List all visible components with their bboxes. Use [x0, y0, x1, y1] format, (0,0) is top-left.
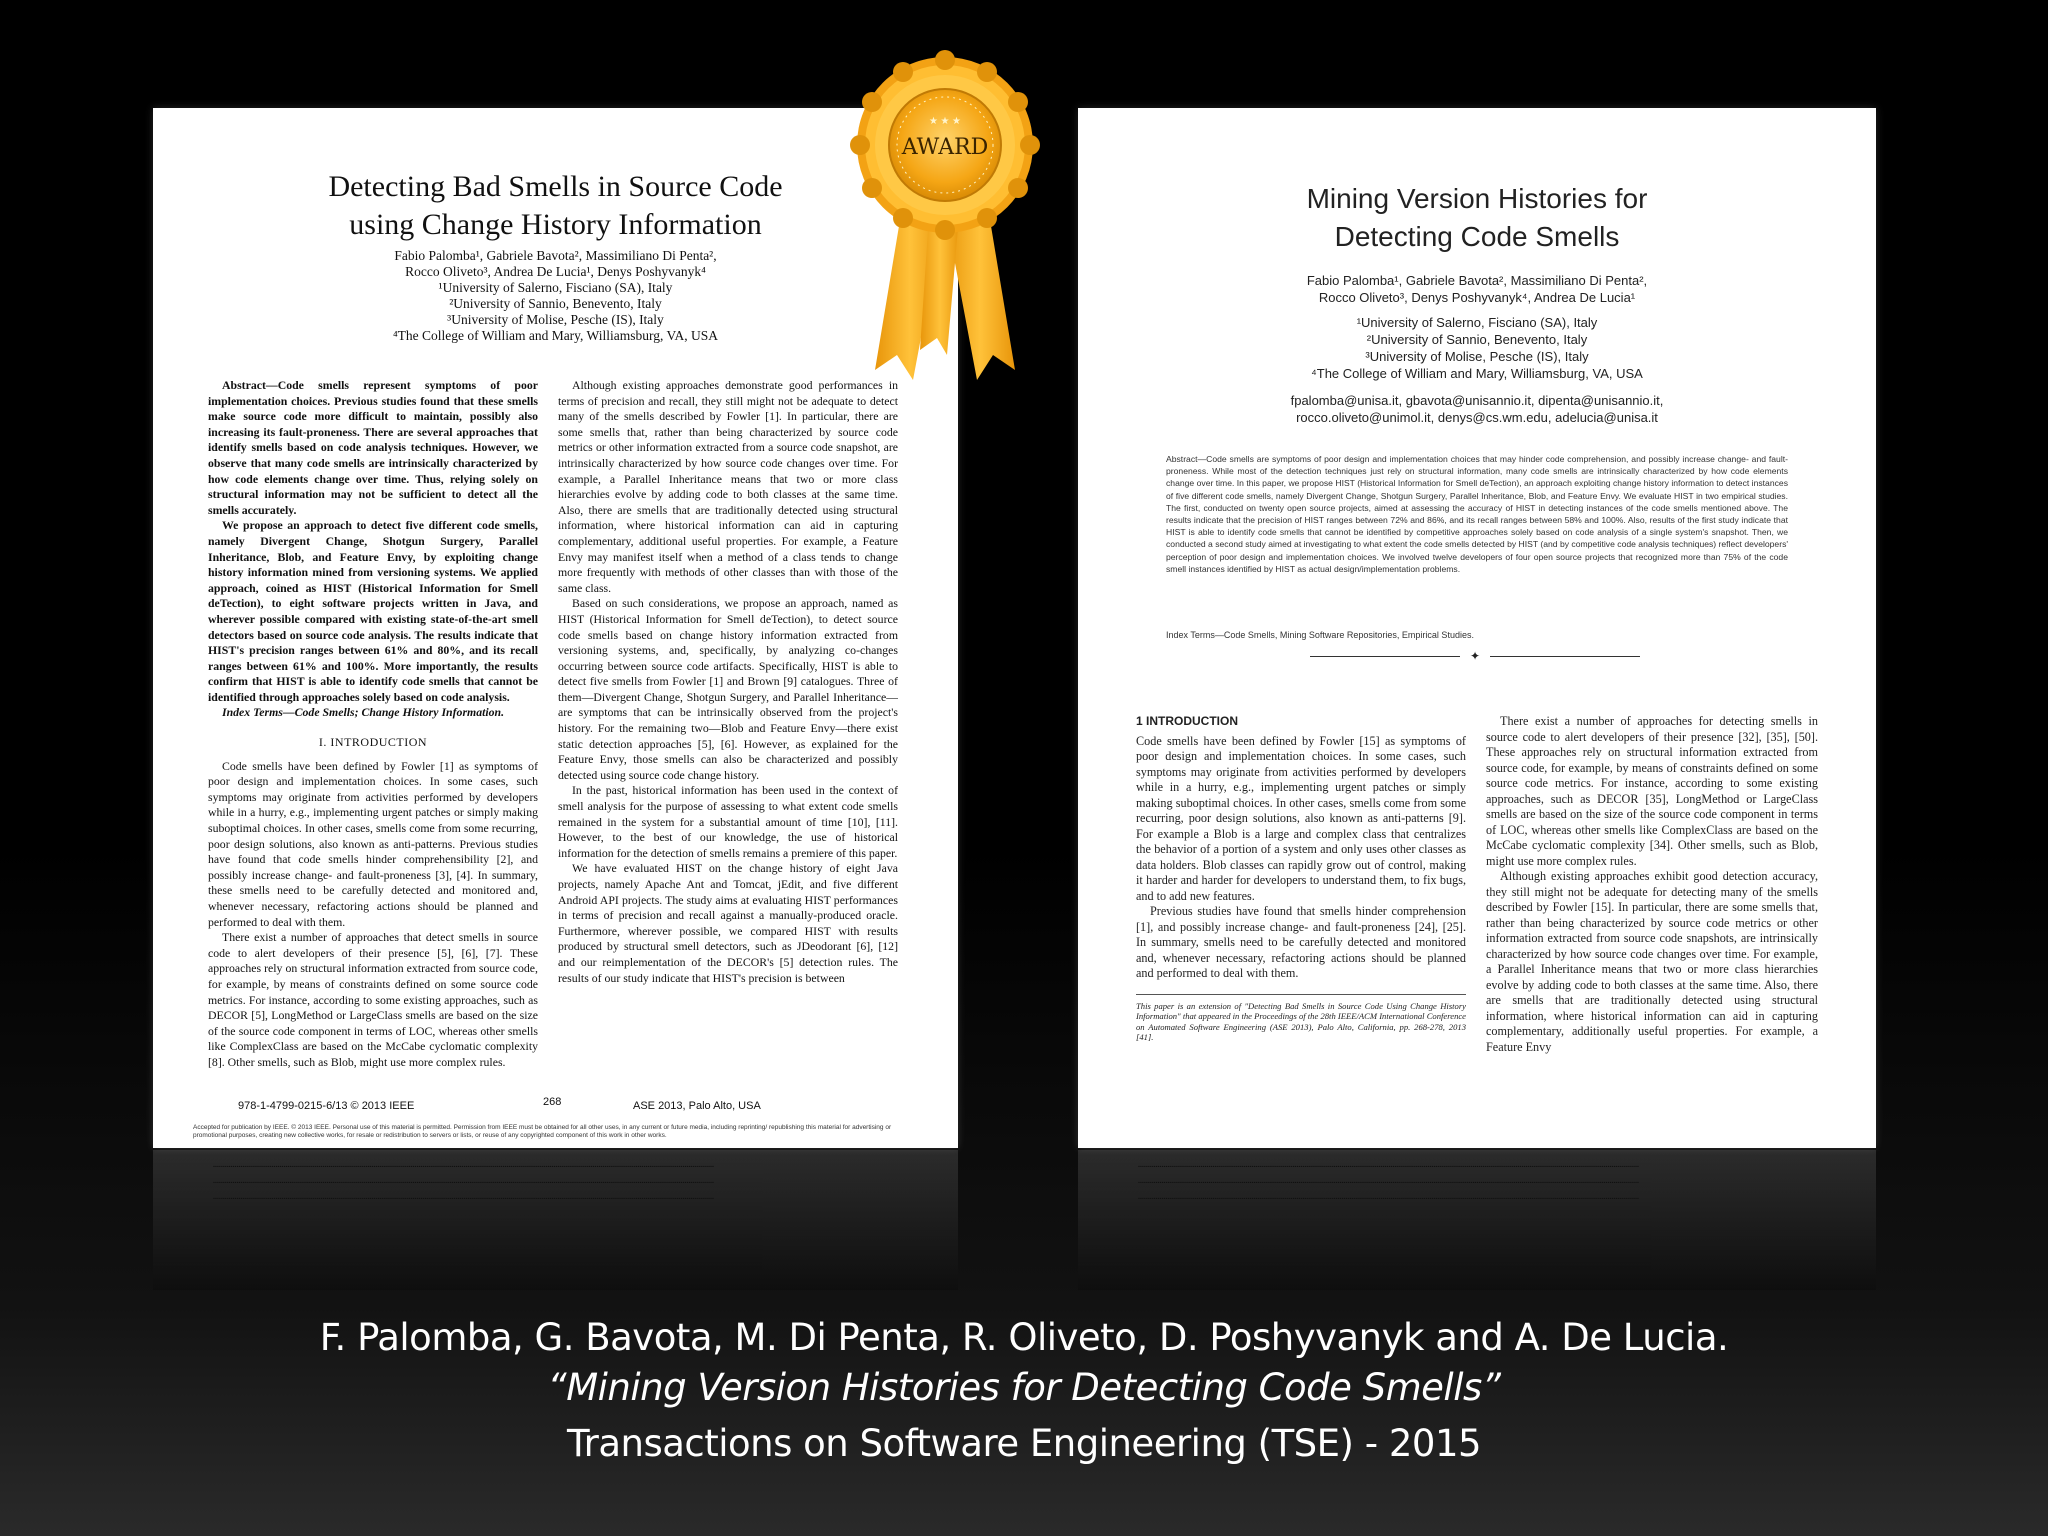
right-col1-p1: Code smells have been defined by Fowler [15] as symptoms of poor design and implementation choices. In some cases, such symptoms may originate from activities performed by developers while in a hurry, e.g., implementing urgent patches or simply making suboptimal choices. In other cases, smells come from some recurring, poor design solutions, also known as anti-patterns [9]. For example a Blob is a large and complex class that centralizes the behavior of a portion of a system and only uses other classes as data holders. Blob classes can rapidly grow out of control, making it harder and harder for developers to understand them, to fix bugs, and to add new features. — [1136, 733, 1466, 903]
left-paper-column-2 — [558, 378, 898, 1148]
left-section-intro: I. INTRODUCTION — [318, 735, 428, 750]
right-title-line2: Detecting Code Smells — [1334, 221, 1620, 252]
left-index-terms: Index Terms—Code Smells; Change History Information. — [222, 705, 505, 720]
left-affil-2: ²University of Sannio, Benevento, Italy — [449, 296, 662, 311]
right-paper-column-2 — [1486, 714, 1818, 1134]
left-title-line2: using Change History Information — [349, 208, 762, 241]
caption-venue: Transactions on Software Engineering (TSE) - 2015 — [566, 1422, 1482, 1465]
right-paper-reflection — [1078, 1150, 1876, 1290]
right-col2-p1: There exist a number of approaches for detecting smells in source code to alert developers of their presence [32], [35], [50]. These approaches rely on structural information extracted from source code, for example, by means of constraints defined on some source code metrics. For instance, according to some existing approaches, such as DECOR [35], LongMethod or LargeClass smells are based on the size of the source code component in terms of LOC, whereas other smells like ComplexClass are based on the McCabe cyclomatic complexity [34]. Other smells, such as Blob, might use more complex rules. — [1486, 714, 1818, 868]
right-reflection-text: ┈┈┈┈┈┈┈┈┈┈┈┈┈┈┈┈┈┈┈┈┈┈┈┈┈┈┈┈┈┈┈┈┈┈┈┈┈┈┈┈┈┈┈┈┈┈┈┈┈┈┈┈┈┈┈┈┈┈┈┈┈┈┈┈ ┈┈┈┈┈┈┈┈┈┈┈┈┈┈┈┈┈┈┈┈┈┈┈┈┈┈┈┈┈┈┈┈┈┈┈┈┈┈┈┈┈┈┈┈┈┈┈┈┈┈┈┈┈┈┈┈┈┈┈┈┈┈┈┈ ┈┈┈┈┈┈┈┈┈┈┈┈┈┈┈┈┈┈┈┈┈┈┈┈┈┈┈┈┈┈┈┈┈┈┈┈┈┈┈┈┈┈┈┈┈┈┈┈┈┈┈┈┈┈┈┈┈┈┈┈┈┈┈┈ — [1138, 1159, 1639, 1206]
right-title-line1: Mining Version Histories for — [1306, 183, 1648, 214]
right-authors-line1: Fabio Palomba¹, Gabriele Bavota², Massimiliano Di Penta², — [1306, 273, 1648, 288]
right-index-terms: Index Terms—Code Smells, Mining Software Repositories, Empirical Studies. — [1166, 630, 1474, 640]
left-authors-line2: Rocco Oliveto³, Andrea De Lucia¹, Denys Poshyvanyk⁴ — [405, 264, 706, 279]
right-paper-column-1 — [1136, 714, 1466, 1134]
right-authors-line2: Rocco Oliveto³, Denys Poshyvanyk⁴, Andrea De Lucia¹ — [1318, 290, 1636, 305]
caption-authors: F. Palomba, G. Bavota, M. Di Penta, R. Oliveto, D. Poshyvanyk and A. De Lucia. — [319, 1316, 1729, 1359]
award-ribbon-icon — [835, 50, 1055, 410]
left-reflection-text: ┈┈┈┈┈┈┈┈┈┈┈┈┈┈┈┈┈┈┈┈┈┈┈┈┈┈┈┈┈┈┈┈┈┈┈┈┈┈┈┈┈┈┈┈┈┈┈┈┈┈┈┈┈┈┈┈┈┈┈┈┈┈┈┈ ┈┈┈┈┈┈┈┈┈┈┈┈┈┈┈┈┈┈┈┈┈┈┈┈┈┈┈┈┈┈┈┈┈┈┈┈┈┈┈┈┈┈┈┈┈┈┈┈┈┈┈┈┈┈┈┈┈┈┈┈┈┈┈┈ ┈┈┈┈┈┈┈┈┈┈┈┈┈┈┈┈┈┈┈┈┈┈┈┈┈┈┈┈┈┈┈┈┈┈┈┈┈┈┈┈┈┈┈┈┈┈┈┈┈┈┈┈┈┈┈┈┈┈┈┈┈┈┈┈ — [213, 1159, 714, 1206]
right-emails-2: rocco.oliveto@unimol.it, denys@cs.wm.edu, adelucia@unisa.it — [1296, 410, 1658, 425]
left-abstract-p2: We propose an approach to detect five different code smells, namely Divergent Change, Shotgun Surgery, Parallel Inheritance, Blob, and Feature Envy, by exploiting change history information mined from versioning systems. We applied approach, coined as HIST (Historical Information for Smell deTection), to eight software projects written in Java, and wherever possible compared with existing state-of-the-art smell detectors based on source code analysis. The results indicate that HIST's precision ranges between 61% and 80%, and its recall ranges between 61% and 100%. More importantly, the results confirm that HIST is able to identify code smells that cannot be identified through approaches solely based on code analysis. — [208, 518, 538, 704]
left-authors-line1: Fabio Palomba¹, Gabriele Bavota², Massimiliano Di Penta², — [394, 248, 717, 263]
left-col2-p3: In the past, historical information has been used in the context of smell analysis for the purpose of assessing to what extent code smells remained in the system for a substantial amount of time [10], [11]. However, to the best of our knowledge, the use of historical information for the detection of smells remains a premiere of this paper. — [558, 783, 898, 860]
left-col2-p1: Although existing approaches demonstrate good performances in terms of precision and recall, they still might not be adequate to detect many of the smells described by Fowler [1]. In particular, there are some smells that, rather than being characterized by source code metrics or other information extracted from a source code snapshot, are intrinsically characterized by how source code changes over time. For example, a Parallel Inheritance means that two or more class hierarchies evolve by adding code to both classes at the same time. Also, there are smells that are traditionally detected using structural information, where historical information can aid in capturing complementary, additional useful properties. For example, a Feature Envy may manifest itself when a method of a class tends to change more frequently with methods of other classes than with those of the same class. — [558, 378, 898, 595]
left-col2-p2: Based on such considerations, we propose an approach, named as HIST (Historical Information for Smell deTection), to detect source code smells based on change history information extracted from versioning systems, and, specifically, by analyzing co-changes occurring between source code artifacts. Specifically, HIST is able to detect five smells from Fowler [1] and Brown [9] catalogues. Three of them—Divergent Change, Shotgun Surgery, and Parallel Inheritance—are symptoms that can be intrinsically observed from the project's history. For the remaining two—Blob and Feature Envy—there exist static detection approaches [5], [6]. However, as explained for the Feature Envy, those smells can also be characterized and possibly detected using source code change history. — [558, 596, 898, 782]
left-affil-3: ³University of Molise, Pesche (IS), Italy — [447, 312, 664, 327]
left-affil-4: ⁴The College of William and Mary, Williamsburg, VA, USA — [392, 328, 719, 343]
divider-diamond-icon: ✦ — [1470, 649, 1481, 663]
left-intro-p2: There exist a number of approaches that detect smells in source code to alert developers of their presence [5], [6], [7]. These approaches rely on structural information extracted from source code, for example, by means of constraints defined on some source code metrics. For instance, according to some existing approaches, such as DECOR [5], LongMethod or LargeClass smells are based on the size of the source code component in terms of LOC, whereas other smells like ComplexClass are based on the McCabe cyclomatic complexity [8]. Other smells, such as Blob, might use more complex rules. — [208, 930, 538, 1068]
award-label: AWARD — [901, 135, 989, 160]
left-paper-reflection — [153, 1150, 958, 1290]
right-paper-page — [1078, 108, 1876, 1148]
right-section-intro: 1 INTRODUCTION — [1136, 714, 1238, 728]
award-stars-icon: ★ ★ ★ — [929, 116, 961, 127]
right-paper-title — [1078, 180, 1876, 256]
right-divider-right — [1490, 656, 1640, 657]
left-intro-p1: Code smells have been defined by Fowler [1] as symptoms of poor design and implementation choices. In some cases, such symptoms may originate from activities performed by developers while in a hurry, e.g., implementing urgent patches or simply making suboptimal choices. In other cases, smells come from some recurring, poor design solutions, also known as anti-patterns. Previous studies have found that code smells hinder comprehensibility [2], and possibly increase change- and fault-proneness [3], [4]. In summary, these smells need to be carefully detected and monitored and, whenever necessary, refactoring actions should be planned and performed to deal with them. — [208, 758, 538, 929]
left-abstract-p1: Abstract—Code smells represent symptoms of poor implementation choices. Previous studies found that these smells make source code more difficult to maintain, possibly also increasing its fault-proneness. There are several approaches that identify smells based on code analysis techniques. However, we observe that many code smells are intrinsically characterized by how code elements change over time. Thus, relying solely on structural information may not be sufficient to detect all the smells accurately. — [208, 378, 538, 517]
left-col2-p4: We have evaluated HIST on the change history of eight Java projects, namely Apache Ant and Tomcat, jEdit, and five different Android API projects. The study aims at evaluating HIST performances in terms of precision and recall against a manually-produced oracle. Furthermore, wherever possible, we compared HIST with results produced by structural smell detectors, such as JDeodorant [6], [12] and our reimplementation of the DECOR's [5] detection rules. The results of our study indicate that HIST's precision is between — [558, 861, 898, 985]
left-fine-print: Accepted for publication by IEEE. © 2013 IEEE. Personal use of this material is permitted. Permission from IEEE must be obtained for all other uses, in any current or future media, including reprinting/ republishing this material for advertising or promotional purposes, creating new collective works, for resale or redistribution to servers or lists, or reuse of any copyrighted component of this work in other works. — [193, 1124, 892, 1139]
right-affil-1: ¹University of Salerno, Fisciano (SA), Italy — [1356, 315, 1598, 330]
right-footnote: This paper is an extension of "Detecting Bad Smells in Source Code Using Change History Information" that appeared in the Proceedings of the 28th IEEE/ACM International Conference on Automated Software Engineering (ASE 2013), Palo Alto, California, pp. 268-278, 2013 [41]. — [1136, 994, 1466, 1043]
right-divider-left — [1310, 656, 1460, 657]
right-affil-4: ⁴The College of William and Mary, Williamsburg, VA, USA — [1311, 366, 1643, 381]
left-footer-venue: ASE 2013, Palo Alto, USA — [633, 1100, 761, 1112]
left-paper-column-1 — [208, 378, 538, 1068]
right-affil-3: ³University of Molise, Pesche (IS), Italy — [1365, 349, 1589, 364]
right-col1-p2: Previous studies have found that smells hinder comprehension [1], and possibly increase change- and fault-proneness [24], [25]. In summary, smells need to be carefully detected and monitored and, whenever necessary, refactoring actions should be planned and performed to deal with them. — [1136, 904, 1466, 980]
caption-title: “Mining Version Histories for Detecting Code Smells” — [547, 1366, 1501, 1409]
right-paper-authors — [1078, 272, 1876, 426]
right-abstract: Abstract—Code smells are symptoms of poor design and implementation choices that may hinder code comprehension, and possibly increase change- and fault-proneness. While most of the detection techniques just rely on structural information, many code smells are intrinsically characterized by how code elements change over time. In this paper, we propose HIST (Historical Information for Smell deTection), an approach exploiting change history information to detect instances of five different code smells, namely Divergent Change, Shotgun Surgery, Parallel Inheritance, Blob, and Feature Envy. We evaluate HIST in two empirical studies. The first, conducted on twenty open source projects, aimed at assessing the accuracy of HIST in detecting instances of the code smells mentioned above. The results indicate that the precision of HIST ranges between 72% and 86%, and its recall ranges between 58% and 100%. Also, results of the first study indicate that HIST is able to identify code smells that cannot be identified by competitive approaches solely based on code analysis of a single system's snapshot. Then, we conducted a second study aimed at investigating to what extent the code smells detected by HIST (and by competitive code analysis techniques) reflect developers' perception of poor design and implementation choices. We involved twelve developers of four open source projects that recognized more than 75% of the code smell instances identified by HIST as actual design/implementation problems. — [1166, 454, 1789, 574]
right-emails-1: fpalomba@unisa.it, gbavota@unisannio.it, dipenta@unisannio.it, — [1290, 393, 1664, 408]
left-footer-page: 268 — [543, 1096, 562, 1108]
left-title-line1: Detecting Bad Smells in Source Code — [328, 170, 783, 203]
left-footer-isbn: 978-1-4799-0215-6/13 © 2013 IEEE — [238, 1100, 415, 1112]
left-affil-1: ¹University of Salerno, Fisciano (SA), Italy — [438, 280, 673, 295]
right-affil-2: ²University of Sannio, Benevento, Italy — [1366, 332, 1588, 347]
right-col2-p2: Although existing approaches exhibit good detection accuracy, they still might not be adequate for detecting many of the smells described by Fowler [15]. In particular, there are some smells that, rather than being characterized by source code metrics or other information extracted from source code snapshots, are intrinsically characterized by how source code changes over time. For example, a Parallel Inheritance means that two or more class hierarchies evolve by adding code to both classes at the same time. Also, there are smells that are traditionally detected using structural information, where historical information can aid in capturing complementary, additionally useful properties. For example, a Feature Envy — [1486, 869, 1818, 1054]
